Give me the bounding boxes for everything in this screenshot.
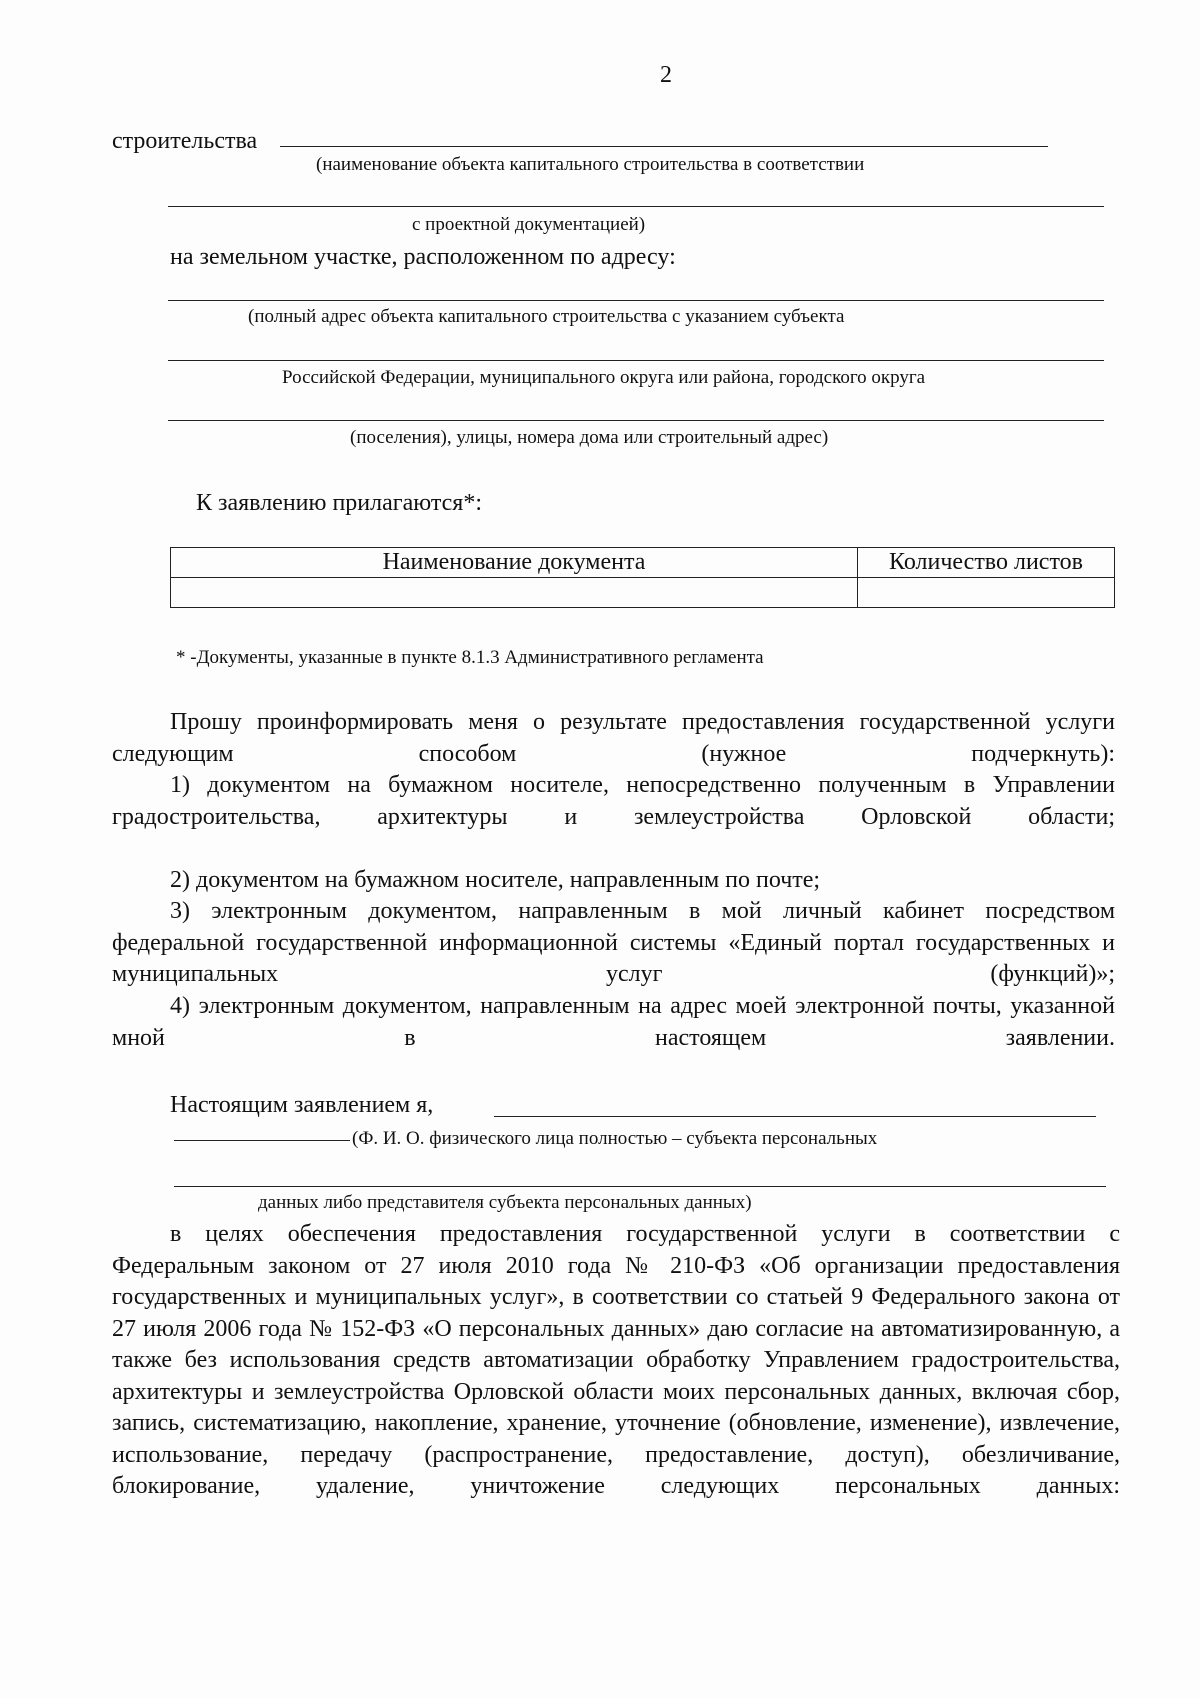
notify-intro: Прошу проинформировать меня о результате предоставления государственной услуги следующим способом (нужное подчеркнуть): — [112, 709, 1115, 767]
address-label: на земельном участке, расположенном по адресу: — [170, 244, 676, 270]
notify-option-3: 3) электронным документом, направленным в мой личный кабинет посредством федеральной государственной информационной системы «Единый портал государственных и муниципальных услуг (функций)»; — [112, 898, 1115, 987]
table-header-row — [171, 548, 1115, 578]
attachments-table — [170, 547, 1115, 608]
notify-option-2: 2) документом на бумажном носителе, направленным по почте; — [170, 867, 821, 893]
page-number: 2 — [660, 62, 672, 88]
caption-address-3: (поселения), улицы, номера дома или строительный адрес) — [350, 427, 829, 448]
address-line-2 — [168, 360, 1104, 361]
caption-object-2: с проектной документацией) — [412, 214, 646, 235]
consent-caption-2: данных либо представителя субъекта персональных данных) — [258, 1192, 752, 1213]
footnote: * -Документы, указанные в пункте 8.1.3 Административного регламента — [176, 647, 764, 668]
construction-label: строительства — [112, 128, 258, 154]
attachments-heading: К заявлению прилагаются*: — [196, 490, 483, 516]
consent-name-line — [494, 1116, 1096, 1117]
notify-option-1: 1) документом на бумажном носителе, непосредственно полученным в Управлении градостроительства, архитектуры и землеустройства Орловской области; — [112, 772, 1115, 830]
cell-sheet-count — [858, 578, 1115, 608]
caption-address-2: Российской Федерации, муниципального округа или района, городского округа — [282, 367, 926, 388]
caption-object-1: (наименование объекта капитального строительства в соответствии — [316, 154, 865, 175]
consent-name-line-2 — [174, 1186, 1106, 1187]
table-row — [171, 578, 1115, 608]
construction-object-line-2 — [168, 206, 1104, 207]
address-line-1 — [168, 300, 1104, 301]
consent-caption-1: (Ф. И. О. физического лица полностью – субъекта персональных — [352, 1128, 878, 1149]
column-header-sheet-count: Количество листов — [858, 548, 1115, 578]
column-header-document-name: Наименование документа — [171, 548, 858, 578]
consent-name-line-short — [174, 1140, 350, 1141]
notify-option-4: 4) электронным документом, направленным на адрес моей электронной почты, указанной мной в настоящем заявлении. — [112, 993, 1115, 1051]
cell-document-name — [171, 578, 858, 608]
address-line-3 — [168, 420, 1104, 421]
consent-body: в целях обеспечения предоставления государственной услуги в соответствии с Федеральным законом от 27 июля 2010 года № 210-ФЗ «Об организации предоставления государственных и муниципальных услуг», в соответствии со статьей 9 Федерального закона от 27 июля 2006 года № 152-ФЗ «О персональных данных» даю согласие на автоматизированную, а также без использования средств автоматизации обработку Управлением градостроительства, архитектуры и землеустройства Орловской области моих персональных данных, включая сбор, запись, систематизацию, накопление, хранение, уточнение (обновление, изменение), извлечение, использование, передачу (распространение, предоставление, доступ), обезличивание, блокирование, удаление, уничтожение следующих персональных данных: — [112, 1221, 1120, 1499]
consent-intro: Настоящим заявлением я, — [170, 1092, 434, 1118]
construction-object-line — [280, 146, 1048, 147]
caption-address-1: (полный адрес объекта капитального строительства с указанием субъекта — [248, 306, 845, 327]
